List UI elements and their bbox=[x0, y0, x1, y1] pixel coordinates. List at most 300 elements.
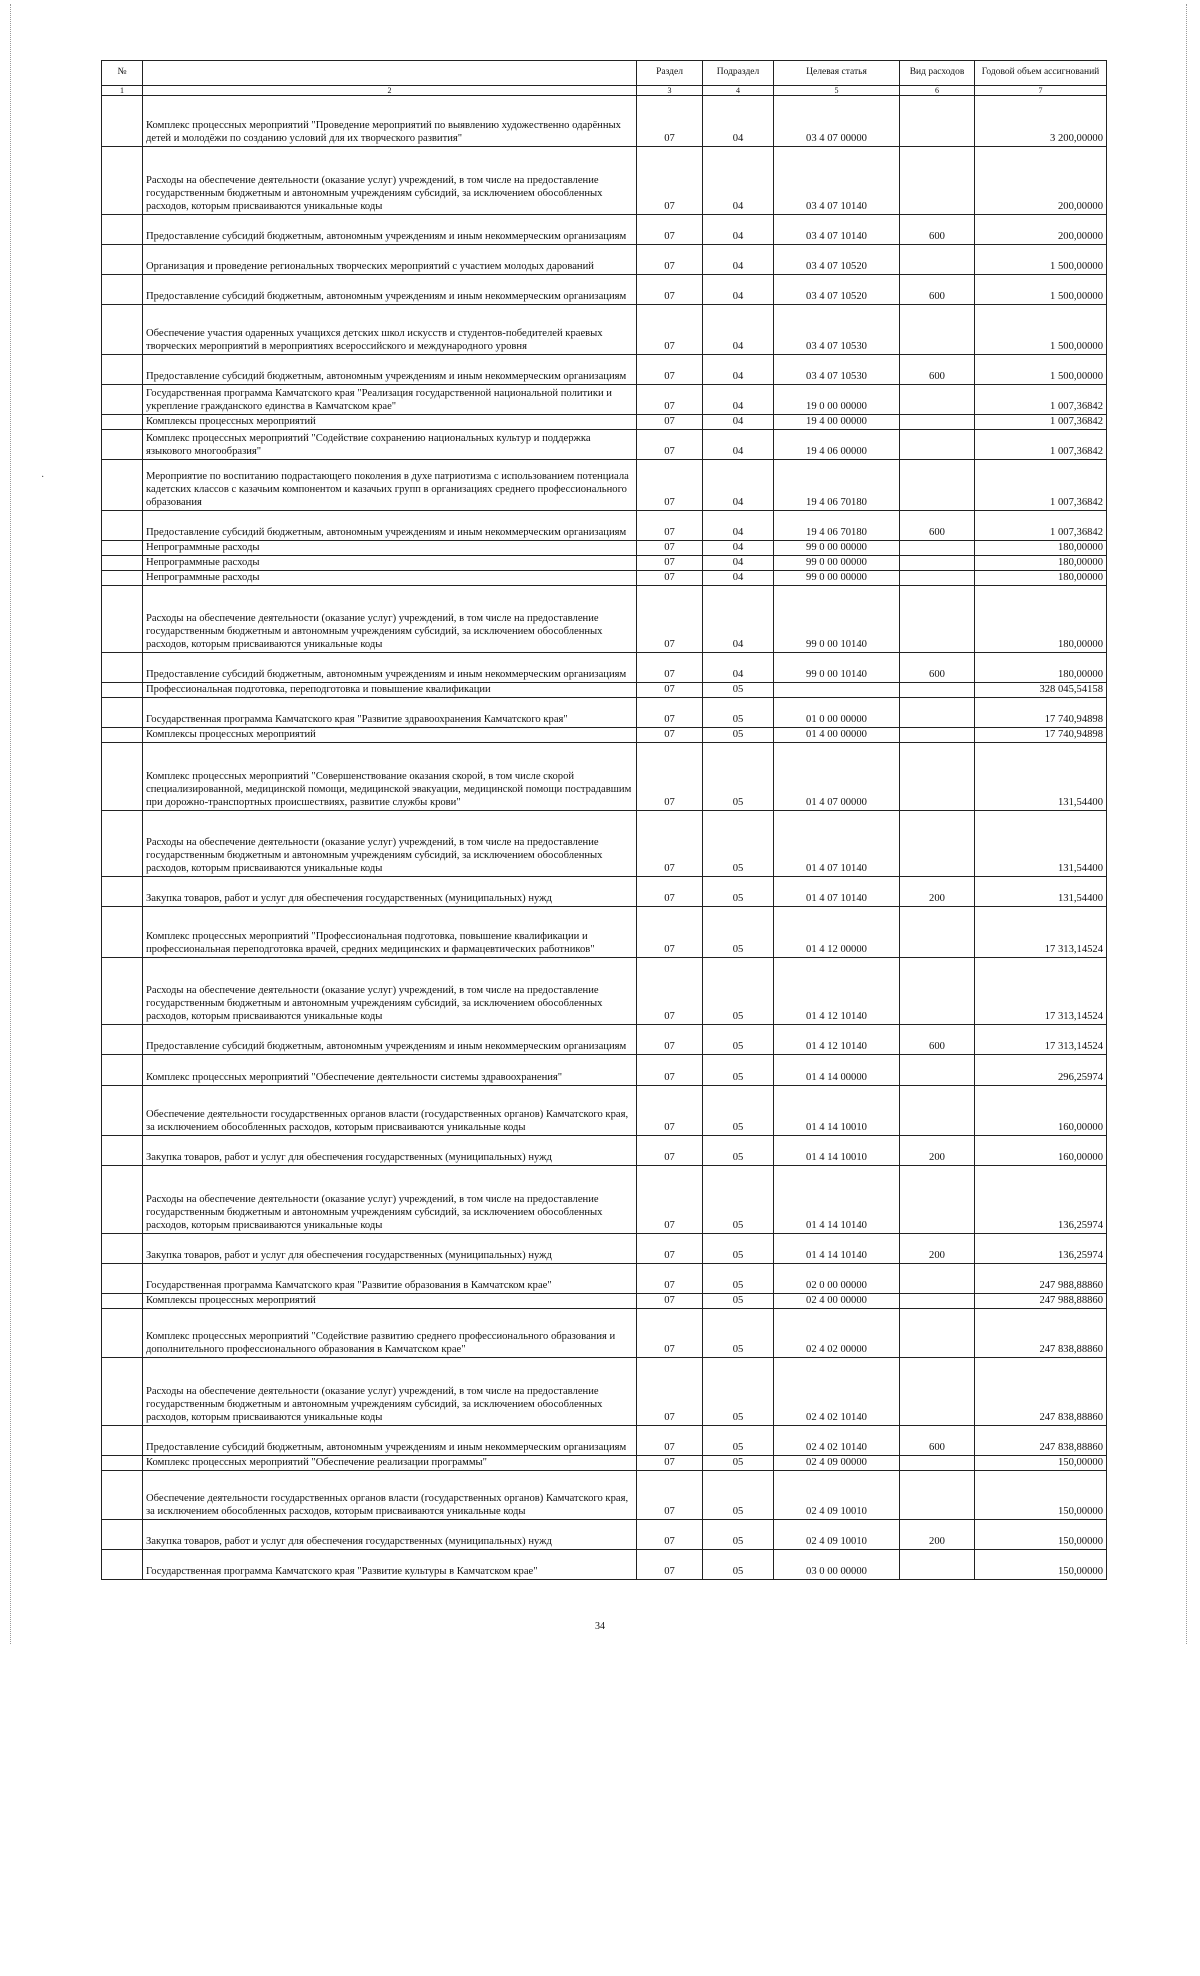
row-expense-kind bbox=[900, 571, 975, 586]
row-amount: 3 200,00000 bbox=[975, 96, 1107, 147]
table-row bbox=[102, 1086, 1107, 1136]
row-subsection: 04 bbox=[703, 511, 774, 541]
row-target-article: 99 0 00 00000 bbox=[774, 571, 900, 586]
row-target-article: 01 4 07 10140 bbox=[774, 811, 900, 877]
row-expense-kind: 600 bbox=[900, 1025, 975, 1055]
row-target-article: 02 4 02 00000 bbox=[774, 1309, 900, 1358]
row-name: Обеспечение участия одаренных учащихся детских школ искусств и студентов-победителей краевых творческих мероприятий в мероприятиях всероссийского и международного уровня bbox=[143, 305, 637, 355]
row-target-article: 01 4 14 00000 bbox=[774, 1055, 900, 1086]
row-amount: 17 740,94898 bbox=[975, 698, 1107, 728]
row-subsection: 05 bbox=[703, 1550, 774, 1580]
table-row bbox=[102, 586, 1107, 653]
row-subsection: 04 bbox=[703, 541, 774, 556]
row-target-article: 19 4 06 70180 bbox=[774, 511, 900, 541]
row-subsection: 05 bbox=[703, 1166, 774, 1234]
row-name: Государственная программа Камчатского края "Развитие образования в Камчатском крае" bbox=[143, 1264, 637, 1294]
header-subsection: Подраздел bbox=[703, 61, 774, 86]
table-row bbox=[102, 698, 1107, 728]
row-subsection: 04 bbox=[703, 430, 774, 460]
row-target-article: 02 4 02 10140 bbox=[774, 1358, 900, 1426]
row-target-article: 02 0 00 00000 bbox=[774, 1264, 900, 1294]
row-number bbox=[102, 460, 143, 511]
row-expense-kind bbox=[900, 415, 975, 430]
header-annual-amount: Годовой объем ассигнований bbox=[975, 61, 1107, 86]
row-subsection: 04 bbox=[703, 571, 774, 586]
column-number: 6 bbox=[900, 86, 975, 96]
column-number-row bbox=[102, 86, 1107, 96]
table-row bbox=[102, 1136, 1107, 1166]
row-subsection: 04 bbox=[703, 653, 774, 683]
table-row bbox=[102, 1294, 1107, 1309]
row-subsection: 04 bbox=[703, 460, 774, 511]
row-expense-kind bbox=[900, 743, 975, 811]
row-amount: 150,00000 bbox=[975, 1550, 1107, 1580]
row-section: 07 bbox=[637, 305, 703, 355]
row-number bbox=[102, 811, 143, 877]
row-name: Предоставление субсидий бюджетным, автономным учреждениям и иным некоммерческим организациям bbox=[143, 511, 637, 541]
row-subsection: 05 bbox=[703, 958, 774, 1025]
row-number bbox=[102, 305, 143, 355]
row-number bbox=[102, 215, 143, 245]
row-section: 07 bbox=[637, 877, 703, 907]
row-section: 07 bbox=[637, 1471, 703, 1520]
scan-margin-line-left bbox=[10, 4, 11, 1644]
row-subsection: 05 bbox=[703, 683, 774, 698]
row-subsection: 05 bbox=[703, 1234, 774, 1264]
page-number: 34 bbox=[595, 1621, 605, 1632]
row-target-article: 01 0 00 00000 bbox=[774, 698, 900, 728]
table-row bbox=[102, 1456, 1107, 1471]
row-name: Комплексы процессных мероприятий bbox=[143, 415, 637, 430]
row-number bbox=[102, 147, 143, 215]
table-row bbox=[102, 1234, 1107, 1264]
row-name: Предоставление субсидий бюджетным, автономным учреждениям и иным некоммерческим организациям bbox=[143, 1426, 637, 1456]
row-target-article: 99 0 00 10140 bbox=[774, 586, 900, 653]
row-name: Комплексы процессных мероприятий bbox=[143, 728, 637, 743]
row-expense-kind bbox=[900, 385, 975, 415]
row-subsection: 05 bbox=[703, 877, 774, 907]
row-name: Мероприятие по воспитанию подрастающего поколения в духе патриотизма с использованием потенциала кадетских классов с казачьим компонентом и казачьих групп в организациях среднего профессионального образования bbox=[143, 460, 637, 511]
header-name bbox=[143, 61, 637, 86]
row-subsection: 05 bbox=[703, 1136, 774, 1166]
row-subsection: 04 bbox=[703, 96, 774, 147]
row-expense-kind bbox=[900, 147, 975, 215]
row-section: 07 bbox=[637, 958, 703, 1025]
row-target-article: 99 0 00 00000 bbox=[774, 541, 900, 556]
row-amount: 247 988,88860 bbox=[975, 1264, 1107, 1294]
table-row bbox=[102, 1055, 1107, 1086]
row-name: Комплекс процессных мероприятий "Содействие развитию среднего профессионального образования и дополнительного профессионального образования в Камчатском крае" bbox=[143, 1309, 637, 1358]
row-subsection: 05 bbox=[703, 1471, 774, 1520]
row-subsection: 04 bbox=[703, 586, 774, 653]
row-expense-kind bbox=[900, 683, 975, 698]
row-target-article: 03 4 07 10140 bbox=[774, 215, 900, 245]
row-expense-kind bbox=[900, 1456, 975, 1471]
row-number bbox=[102, 511, 143, 541]
table-row bbox=[102, 1025, 1107, 1055]
row-subsection: 05 bbox=[703, 698, 774, 728]
table-row bbox=[102, 1309, 1107, 1358]
row-section: 07 bbox=[637, 571, 703, 586]
row-number bbox=[102, 683, 143, 698]
row-number bbox=[102, 1025, 143, 1055]
row-section: 07 bbox=[637, 96, 703, 147]
row-amount: 1 500,00000 bbox=[975, 355, 1107, 385]
row-target-article bbox=[774, 683, 900, 698]
row-section: 07 bbox=[637, 245, 703, 275]
row-section: 07 bbox=[637, 275, 703, 305]
scan-mark: · bbox=[41, 472, 45, 483]
row-number bbox=[102, 586, 143, 653]
row-name: Государственная программа Камчатского края "Развитие культуры в Камчатском крае" bbox=[143, 1550, 637, 1580]
row-name: Закупка товаров, работ и услуг для обеспечения государственных (муниципальных) нужд bbox=[143, 1520, 637, 1550]
row-section: 07 bbox=[637, 355, 703, 385]
table-row bbox=[102, 653, 1107, 683]
row-expense-kind: 600 bbox=[900, 275, 975, 305]
row-target-article: 01 4 14 10010 bbox=[774, 1086, 900, 1136]
row-target-article: 02 4 02 10140 bbox=[774, 1426, 900, 1456]
row-amount: 150,00000 bbox=[975, 1520, 1107, 1550]
row-expense-kind bbox=[900, 245, 975, 275]
table-row bbox=[102, 305, 1107, 355]
row-amount: 247 838,88860 bbox=[975, 1309, 1107, 1358]
table-row bbox=[102, 1166, 1107, 1234]
row-target-article: 01 4 14 10140 bbox=[774, 1234, 900, 1264]
row-number bbox=[102, 728, 143, 743]
header-section: Раздел bbox=[637, 61, 703, 86]
row-number bbox=[102, 698, 143, 728]
row-amount: 136,25974 bbox=[975, 1166, 1107, 1234]
row-target-article: 02 4 09 00000 bbox=[774, 1456, 900, 1471]
row-expense-kind bbox=[900, 811, 975, 877]
row-name: Предоставление субсидий бюджетным, автономным учреждениям и иным некоммерческим организациям bbox=[143, 215, 637, 245]
row-number bbox=[102, 96, 143, 147]
row-target-article: 01 4 12 10140 bbox=[774, 958, 900, 1025]
row-amount: 1 007,36842 bbox=[975, 460, 1107, 511]
row-amount: 131,54400 bbox=[975, 877, 1107, 907]
row-amount: 328 045,54158 bbox=[975, 683, 1107, 698]
row-name: Непрограммные расходы bbox=[143, 571, 637, 586]
row-subsection: 05 bbox=[703, 728, 774, 743]
row-expense-kind: 200 bbox=[900, 1520, 975, 1550]
row-target-article: 02 4 09 10010 bbox=[774, 1471, 900, 1520]
header-target-article: Целевая статья bbox=[774, 61, 900, 86]
row-number bbox=[102, 1264, 143, 1294]
row-expense-kind: 600 bbox=[900, 1426, 975, 1456]
row-amount: 160,00000 bbox=[975, 1136, 1107, 1166]
row-section: 07 bbox=[637, 907, 703, 958]
row-name: Закупка товаров, работ и услуг для обеспечения государственных (муниципальных) нужд bbox=[143, 1136, 637, 1166]
row-name: Непрограммные расходы bbox=[143, 556, 637, 571]
row-section: 07 bbox=[637, 460, 703, 511]
row-section: 07 bbox=[637, 1426, 703, 1456]
row-number bbox=[102, 1234, 143, 1264]
row-name: Комплекс процессных мероприятий "Содействие сохранению национальных культур и поддержка языкового многообразия" bbox=[143, 430, 637, 460]
row-section: 07 bbox=[637, 683, 703, 698]
header-num: № bbox=[102, 61, 143, 86]
row-section: 07 bbox=[637, 1136, 703, 1166]
row-name: Расходы на обеспечение деятельности (оказание услуг) учреждений, в том числе на предоставление государственным бюджетным и автономным учреждениям субсидий, за исключением обособленных расходов, которым присваиваются уникальные коды bbox=[143, 958, 637, 1025]
row-target-article: 01 4 07 00000 bbox=[774, 743, 900, 811]
row-amount: 131,54400 bbox=[975, 743, 1107, 811]
row-name: Расходы на обеспечение деятельности (оказание услуг) учреждений, в том числе на предоставление государственным бюджетным и автономным учреждениям субсидий, за исключением обособленных расходов, которым присваиваются уникальные коды bbox=[143, 811, 637, 877]
row-amount: 180,00000 bbox=[975, 571, 1107, 586]
row-subsection: 05 bbox=[703, 1520, 774, 1550]
row-expense-kind bbox=[900, 1086, 975, 1136]
row-number bbox=[102, 571, 143, 586]
row-section: 07 bbox=[637, 556, 703, 571]
row-name: Расходы на обеспечение деятельности (оказание услуг) учреждений, в том числе на предоставление государственным бюджетным и автономным учреждениям субсидий, за исключением обособленных расходов, которым присваиваются уникальные коды bbox=[143, 1166, 637, 1234]
row-section: 07 bbox=[637, 1234, 703, 1264]
row-target-article: 19 4 06 00000 bbox=[774, 430, 900, 460]
row-number bbox=[102, 1520, 143, 1550]
row-subsection: 04 bbox=[703, 305, 774, 355]
row-name: Расходы на обеспечение деятельности (оказание услуг) учреждений, в том числе на предоставление государственным бюджетным и автономным учреждениям субсидий, за исключением обособленных расходов, которым присваиваются уникальные коды bbox=[143, 147, 637, 215]
row-amount: 1 007,36842 bbox=[975, 511, 1107, 541]
row-amount: 17 740,94898 bbox=[975, 728, 1107, 743]
row-number bbox=[102, 385, 143, 415]
row-name: Предоставление субсидий бюджетным, автономным учреждениям и иным некоммерческим организациям bbox=[143, 355, 637, 385]
row-name: Предоставление субсидий бюджетным, автономным учреждениям и иным некоммерческим организациям bbox=[143, 1025, 637, 1055]
row-subsection: 05 bbox=[703, 907, 774, 958]
row-number bbox=[102, 1426, 143, 1456]
row-subsection: 05 bbox=[703, 1456, 774, 1471]
row-name: Организация и проведение региональных творческих мероприятий с участием молодых дарований bbox=[143, 245, 637, 275]
table-row bbox=[102, 571, 1107, 586]
row-amount: 150,00000 bbox=[975, 1471, 1107, 1520]
row-expense-kind bbox=[900, 586, 975, 653]
row-target-article: 01 4 14 10140 bbox=[774, 1166, 900, 1234]
row-amount: 17 313,14524 bbox=[975, 907, 1107, 958]
table-body bbox=[102, 96, 1107, 1580]
row-subsection: 05 bbox=[703, 1426, 774, 1456]
row-name: Комплекс процессных мероприятий "Обеспечение реализации программы" bbox=[143, 1456, 637, 1471]
row-section: 07 bbox=[637, 811, 703, 877]
table-row bbox=[102, 811, 1107, 877]
row-expense-kind bbox=[900, 958, 975, 1025]
row-name: Комплексы процессных мероприятий bbox=[143, 1294, 637, 1309]
row-expense-kind: 200 bbox=[900, 1136, 975, 1166]
row-name: Государственная программа Камчатского края "Реализация государственной национальной политики и укрепление гражданского единства в Камчатском крае" bbox=[143, 385, 637, 415]
row-section: 07 bbox=[637, 1086, 703, 1136]
row-number bbox=[102, 1294, 143, 1309]
row-name: Предоставление субсидий бюджетным, автономным учреждениям и иным некоммерческим организациям bbox=[143, 653, 637, 683]
row-section: 07 bbox=[637, 1264, 703, 1294]
row-target-article: 03 0 00 00000 bbox=[774, 1550, 900, 1580]
row-name: Профессиональная подготовка, переподготовка и повышение квалификации bbox=[143, 683, 637, 698]
row-expense-kind bbox=[900, 541, 975, 556]
row-amount: 136,25974 bbox=[975, 1234, 1107, 1264]
row-number bbox=[102, 245, 143, 275]
table-row bbox=[102, 511, 1107, 541]
row-name: Государственная программа Камчатского края "Развитие здравоохранения Камчатского края" bbox=[143, 698, 637, 728]
row-subsection: 04 bbox=[703, 556, 774, 571]
row-name: Комплекс процессных мероприятий "Совершенствование оказания скорой, в том числе скорой специализированной, медицинской помощи, медицинской эвакуации, медицинской помощи пострадавшим при дорожно-транспортных происшествиях, развитие службы крови" bbox=[143, 743, 637, 811]
scan-margin-line-right bbox=[1186, 4, 1187, 1644]
row-target-article: 01 4 07 10140 bbox=[774, 877, 900, 907]
row-amount: 1 007,36842 bbox=[975, 415, 1107, 430]
row-number bbox=[102, 556, 143, 571]
row-expense-kind bbox=[900, 907, 975, 958]
table-row bbox=[102, 245, 1107, 275]
row-number bbox=[102, 1456, 143, 1471]
row-name: Расходы на обеспечение деятельности (оказание услуг) учреждений, в том числе на предоставление государственным бюджетным и автономным учреждениям субсидий, за исключением обособленных расходов, которым присваиваются уникальные коды bbox=[143, 586, 637, 653]
table-row bbox=[102, 215, 1107, 245]
row-amount: 1 500,00000 bbox=[975, 245, 1107, 275]
row-amount: 296,25974 bbox=[975, 1055, 1107, 1086]
row-number bbox=[102, 653, 143, 683]
row-section: 07 bbox=[637, 1520, 703, 1550]
row-amount: 180,00000 bbox=[975, 541, 1107, 556]
row-section: 07 bbox=[637, 743, 703, 811]
column-number: 2 bbox=[143, 86, 637, 96]
row-amount: 131,54400 bbox=[975, 811, 1107, 877]
row-target-article: 99 0 00 00000 bbox=[774, 556, 900, 571]
column-number: 4 bbox=[703, 86, 774, 96]
row-subsection: 05 bbox=[703, 1086, 774, 1136]
row-expense-kind bbox=[900, 728, 975, 743]
table-row bbox=[102, 1264, 1107, 1294]
row-subsection: 04 bbox=[703, 147, 774, 215]
table-row bbox=[102, 415, 1107, 430]
row-amount: 180,00000 bbox=[975, 586, 1107, 653]
row-number bbox=[102, 1086, 143, 1136]
row-amount: 247 838,88860 bbox=[975, 1426, 1107, 1456]
row-number bbox=[102, 958, 143, 1025]
row-amount: 1 500,00000 bbox=[975, 305, 1107, 355]
row-section: 07 bbox=[637, 1166, 703, 1234]
table-row bbox=[102, 460, 1107, 511]
row-subsection: 05 bbox=[703, 811, 774, 877]
row-subsection: 04 bbox=[703, 355, 774, 385]
row-amount: 1 007,36842 bbox=[975, 385, 1107, 415]
row-expense-kind: 600 bbox=[900, 355, 975, 385]
row-section: 07 bbox=[637, 698, 703, 728]
row-expense-kind bbox=[900, 1166, 975, 1234]
row-amount: 180,00000 bbox=[975, 556, 1107, 571]
row-expense-kind bbox=[900, 556, 975, 571]
row-number bbox=[102, 1471, 143, 1520]
row-expense-kind bbox=[900, 1055, 975, 1086]
row-expense-kind: 600 bbox=[900, 511, 975, 541]
row-expense-kind: 600 bbox=[900, 653, 975, 683]
row-section: 07 bbox=[637, 728, 703, 743]
table-row bbox=[102, 877, 1107, 907]
row-subsection: 04 bbox=[703, 415, 774, 430]
row-name: Непрограммные расходы bbox=[143, 541, 637, 556]
table-row bbox=[102, 1471, 1107, 1520]
row-amount: 160,00000 bbox=[975, 1086, 1107, 1136]
row-subsection: 05 bbox=[703, 1358, 774, 1426]
row-target-article: 02 4 09 10010 bbox=[774, 1520, 900, 1550]
row-target-article: 01 4 14 10010 bbox=[774, 1136, 900, 1166]
row-name: Предоставление субсидий бюджетным, автономным учреждениям и иным некоммерческим организациям bbox=[143, 275, 637, 305]
table-row bbox=[102, 728, 1107, 743]
row-expense-kind bbox=[900, 1471, 975, 1520]
row-amount: 247 988,88860 bbox=[975, 1294, 1107, 1309]
row-target-article: 99 0 00 10140 bbox=[774, 653, 900, 683]
row-amount: 150,00000 bbox=[975, 1456, 1107, 1471]
row-target-article: 02 4 00 00000 bbox=[774, 1294, 900, 1309]
row-name: Комплекс процессных мероприятий "Проведение мероприятий по выявлению художественно одарённых детей и молодёжи по созданию условий для их творческого развития" bbox=[143, 96, 637, 147]
row-expense-kind bbox=[900, 1309, 975, 1358]
row-subsection: 05 bbox=[703, 1294, 774, 1309]
row-section: 07 bbox=[637, 1358, 703, 1426]
row-number bbox=[102, 743, 143, 811]
table-row bbox=[102, 683, 1107, 698]
column-number: 5 bbox=[774, 86, 900, 96]
row-number bbox=[102, 1136, 143, 1166]
row-expense-kind: 200 bbox=[900, 1234, 975, 1264]
row-target-article: 03 4 07 10530 bbox=[774, 355, 900, 385]
row-amount: 247 838,88860 bbox=[975, 1358, 1107, 1426]
column-number: 7 bbox=[975, 86, 1107, 96]
row-section: 07 bbox=[637, 430, 703, 460]
row-number bbox=[102, 415, 143, 430]
row-target-article: 01 4 00 00000 bbox=[774, 728, 900, 743]
row-subsection: 04 bbox=[703, 215, 774, 245]
row-target-article: 03 4 07 10520 bbox=[774, 245, 900, 275]
row-name: Обеспечение деятельности государственных органов власти (государственных органов) Камчатского края, за исключением обособленных расходов, которым присваиваются уникальные коды bbox=[143, 1471, 637, 1520]
row-subsection: 04 bbox=[703, 275, 774, 305]
row-section: 07 bbox=[637, 1550, 703, 1580]
table-row bbox=[102, 907, 1107, 958]
row-target-article: 19 4 00 00000 bbox=[774, 415, 900, 430]
row-number bbox=[102, 1166, 143, 1234]
row-amount: 1 500,00000 bbox=[975, 275, 1107, 305]
row-name: Комплекс процессных мероприятий "Профессиональная подготовка, повышение квалификации и профессиональная переподготовка врачей, средних медицинских и фармацевтических работников" bbox=[143, 907, 637, 958]
table-row bbox=[102, 1550, 1107, 1580]
column-number: 3 bbox=[637, 86, 703, 96]
row-expense-kind bbox=[900, 430, 975, 460]
table-row bbox=[102, 275, 1107, 305]
row-target-article: 03 4 07 10530 bbox=[774, 305, 900, 355]
row-target-article: 19 4 06 70180 bbox=[774, 460, 900, 511]
row-subsection: 04 bbox=[703, 245, 774, 275]
table-row bbox=[102, 430, 1107, 460]
row-expense-kind bbox=[900, 1294, 975, 1309]
table-row bbox=[102, 1426, 1107, 1456]
table-header-row bbox=[102, 61, 1107, 86]
row-section: 07 bbox=[637, 415, 703, 430]
row-subsection: 05 bbox=[703, 1025, 774, 1055]
row-name: Обеспечение деятельности государственных органов власти (государственных органов) Камчатского края, за исключением обособленных расходов, которым присваиваются уникальные коды bbox=[143, 1086, 637, 1136]
table-row bbox=[102, 541, 1107, 556]
row-expense-kind bbox=[900, 1264, 975, 1294]
row-target-article: 01 4 12 10140 bbox=[774, 1025, 900, 1055]
budget-allocation-table bbox=[101, 60, 1107, 1580]
row-subsection: 05 bbox=[703, 1264, 774, 1294]
row-expense-kind bbox=[900, 96, 975, 147]
row-number bbox=[102, 1358, 143, 1426]
row-expense-kind bbox=[900, 305, 975, 355]
column-number: 1 bbox=[102, 86, 143, 96]
row-name: Комплекс процессных мероприятий "Обеспечение деятельности системы здравоохранения" bbox=[143, 1055, 637, 1086]
row-number bbox=[102, 355, 143, 385]
row-expense-kind bbox=[900, 1358, 975, 1426]
row-subsection: 05 bbox=[703, 743, 774, 811]
row-target-article: 03 4 07 10520 bbox=[774, 275, 900, 305]
row-amount: 17 313,14524 bbox=[975, 958, 1107, 1025]
row-amount: 200,00000 bbox=[975, 215, 1107, 245]
row-section: 07 bbox=[637, 1456, 703, 1471]
row-section: 07 bbox=[637, 1055, 703, 1086]
header-expense-kind: Вид расходов bbox=[900, 61, 975, 86]
row-amount: 17 313,14524 bbox=[975, 1025, 1107, 1055]
row-amount: 1 007,36842 bbox=[975, 430, 1107, 460]
row-number bbox=[102, 1055, 143, 1086]
row-expense-kind bbox=[900, 698, 975, 728]
